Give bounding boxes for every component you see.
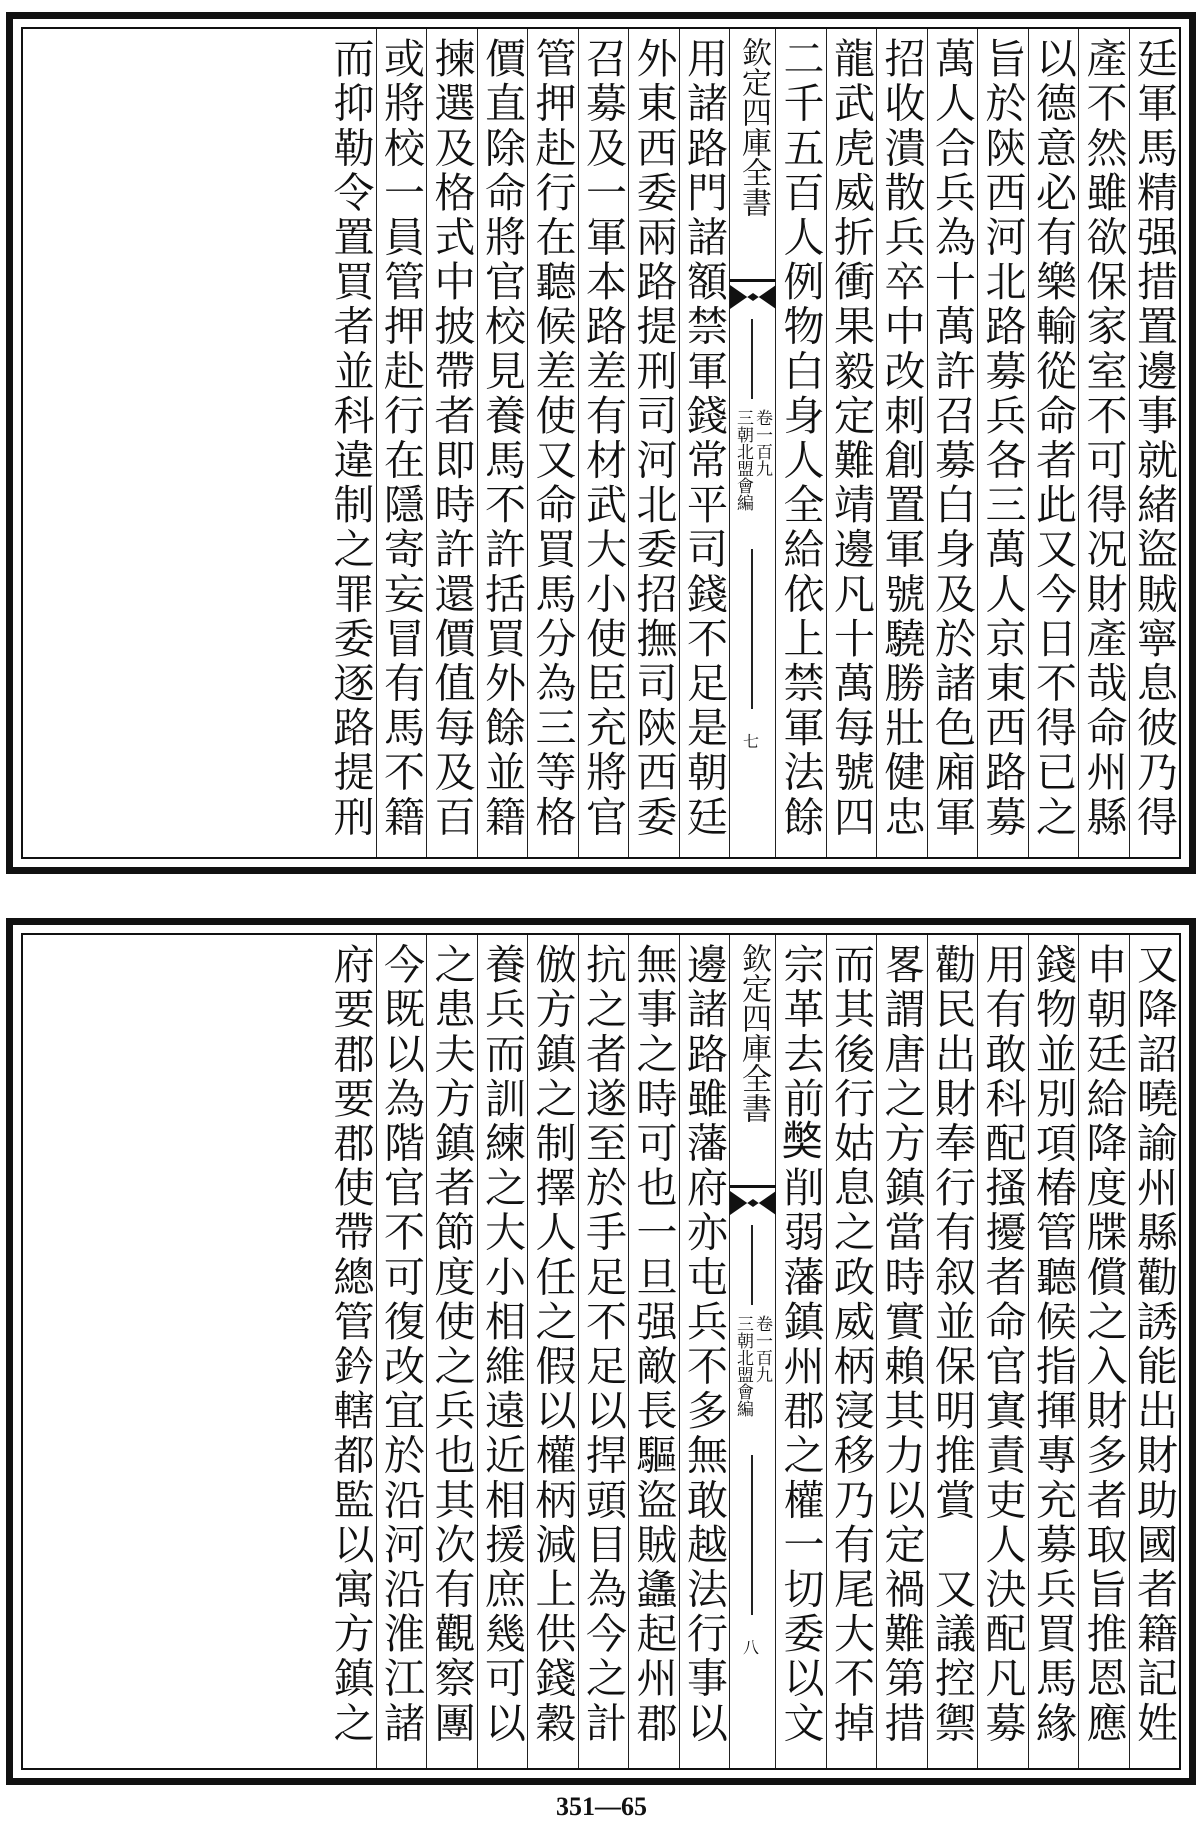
text-column: 養兵而訓練之大小相維遠近相援庶幾可以 xyxy=(477,935,528,1768)
page-footer-number: 351—65 xyxy=(556,1792,647,1821)
center-gutter xyxy=(729,29,775,857)
text-column: 邊諸路雖藩府亦屯兵不多無敢越法行事以 xyxy=(679,935,730,1768)
text-column: 廷軍馬精强措置邊事就緒盜賊寧息彼乃得 xyxy=(1129,29,1180,857)
text-column: 以德意必有樂輸從命者此又今日不得已之 xyxy=(1028,29,1079,857)
text-column: 旨於陝西河北路募兵各三萬人京東西路募 xyxy=(977,29,1028,857)
text-column: 而其後行姑息之政威柄寖移乃有尾大不掉 xyxy=(826,935,877,1768)
volume-number: 卷一百九 xyxy=(752,1315,772,1383)
series-title: 欽定四庫全書 xyxy=(736,37,771,217)
text-column: 府要郡要郡使帶總管鈐轄都監以寓方鎮之 xyxy=(326,943,375,1746)
document-page-upper xyxy=(6,12,1196,874)
text-column: 外東西委兩路提刑司河北委招撫司陝西委 xyxy=(628,29,679,857)
text-column: 今既以為階官不可復改宜於沿河沿淮江諸 xyxy=(376,935,427,1768)
text-column: 用諸路門諸額禁軍錢常平司錢不足是朝廷 xyxy=(679,29,730,857)
text-column: 產不然雖欲保家室不可得况財產哉命州縣 xyxy=(1078,29,1129,857)
text-column: 之患夫方鎮者節度使之兵也其次有觀察團 xyxy=(426,935,477,1768)
fishtail-ornament-icon xyxy=(730,1185,776,1217)
text-column: 召募及一軍本路差有材武大小使臣充將官 xyxy=(578,29,629,857)
text-column: 畧謂唐之方鎮當時實賴其力以定禍難第措 xyxy=(876,935,927,1768)
series-title: 欽定四庫全書 xyxy=(736,943,771,1123)
text-columns xyxy=(23,935,1179,1768)
gutter-rule xyxy=(751,1225,753,1305)
text-column: 管押赴行在聽候差使又命買馬分為三等格 xyxy=(527,29,578,857)
text-column: 抗之者遂至於手足不足以捍頭目為今之計 xyxy=(578,935,629,1768)
text-column: 勸民出財奉行有叙並保明推賞 又議控禦 xyxy=(927,935,978,1768)
page-frame xyxy=(21,27,1181,859)
text-column: 倣方鎮之制擇人任之假以權柄減上供錢穀 xyxy=(527,935,578,1768)
text-columns xyxy=(23,29,1179,857)
gutter-rule xyxy=(751,319,753,399)
center-gutter xyxy=(729,935,775,1768)
text-column: 招收潰散兵卒中改刺創置軍號驍勝壯健忠 xyxy=(876,29,927,857)
text-column: 龍武虎威折衝果毅定難靖邊凡十萬每號四 xyxy=(826,29,877,857)
book-title: 三朝北盟會編 xyxy=(733,1315,753,1417)
leaf-number: 八 xyxy=(743,1638,760,1657)
fishtail-ornament-icon xyxy=(730,279,776,311)
document-page-lower xyxy=(6,918,1196,1785)
text-column: 無事之時可也一旦强敵長驅盜賊蠭起州郡 xyxy=(628,935,679,1768)
gutter-rule xyxy=(751,1455,753,1615)
text-column: 或將校一員管押赴行在隱寄妄冒有馬不籍 xyxy=(376,29,427,857)
page-frame xyxy=(21,933,1181,1770)
text-column: 又降詔曉諭州縣勸誘能出財助國者籍記姓 xyxy=(1129,935,1180,1768)
text-column: 錢物並別項椿管聽候指揮專充募兵買馬緣 xyxy=(1028,935,1079,1768)
volume-number: 卷一百九 xyxy=(752,409,772,477)
text-column: 用有敢科配搔擾者命官寘責吏人決配凡募 xyxy=(977,935,1028,1768)
text-column: 萬人合兵為十萬許召募白身及於諸色廂軍 xyxy=(927,29,978,857)
book-title: 三朝北盟會編 xyxy=(733,409,753,511)
text-column: 價直除命將官校見養馬不許括買外餘並籍 xyxy=(477,29,528,857)
text-column: 而抑勒令置買者並科違制之罪委逐路提刑 xyxy=(326,37,375,840)
text-column: 揀選及格式中披帶者即時許還價值每及百 xyxy=(426,29,477,857)
text-column: 申朝廷給降度牒償之入財多者取旨推恩應 xyxy=(1078,935,1129,1768)
leaf-number: 七 xyxy=(743,732,760,751)
gutter-rule xyxy=(751,549,753,709)
text-column: 二千五百人例物白身人全給依上禁軍法餘 xyxy=(775,29,826,857)
text-column: 宗革去前𡚁削弱藩鎮州郡之權一切委以文 xyxy=(775,935,826,1768)
